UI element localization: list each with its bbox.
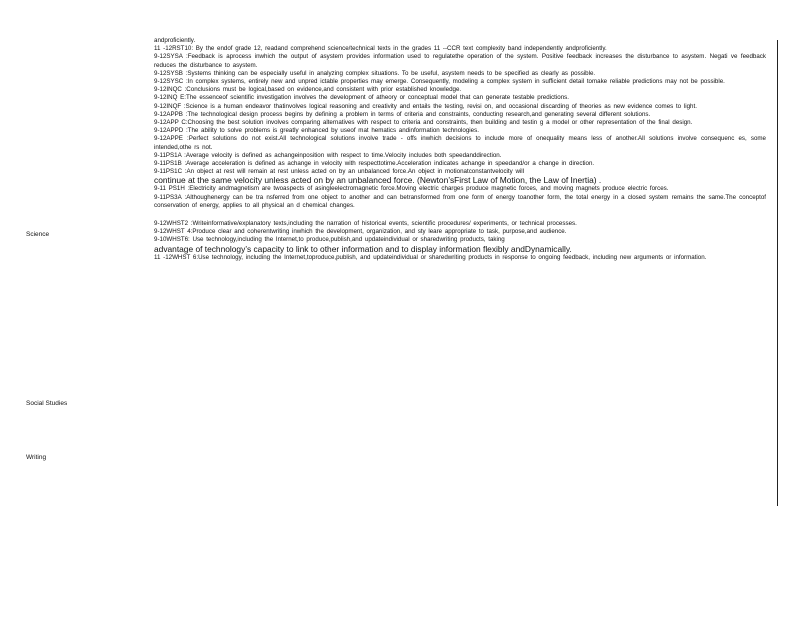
standard-text-large: advantage of technology’s capacity to link to other information and to display information flexibly andDynamically. bbox=[154, 243, 572, 254]
column-divider bbox=[777, 40, 778, 506]
standard-text: 9-12SYSC :In complex systems, entirely new and unpred ictable properties may emerge. Consequently, modeling a complex system in sufficient detail tomake reliable predictions may not be possible. bbox=[154, 78, 725, 86]
standard-text: 9-11PS3A :Althoughenergy can be tra nsferred from one object to another and can betransformed from one form of energy toanother form, the total energy in a closed system remains the same.The conceptof conservation of energy, applies to all physical an d chemical changes. bbox=[154, 193, 766, 209]
standard-text: 9-12APPE :Perfect solutions do not exist.All technological solutions involve trade - offs inwhich decisions to include more of onequality means less of another.All solutions involve consequenc es, some intended,othe rs not. bbox=[154, 135, 766, 151]
standard-text-large: continue at the same velocity unless acted on by an unbalanced force. (Newton’sFirst Law of Motion, the Law of Inertia) . bbox=[154, 175, 602, 186]
standard-text: 9-12SYSA :Feedback is aprocess inwhich the output of asystem provides information used to regulatethe operation of the system. Positive feedback increases the disturbance to asystem. Negati ve feedback reduces the disturbance to asystem. bbox=[154, 53, 766, 69]
standard-text: 9-12WHST2 :Writeinformative/explanatory texts,including the narration of historical events, scientific procedures/ experiments, or technical processes. bbox=[154, 220, 577, 228]
subject-label-social-studies: Social Studies bbox=[26, 400, 68, 407]
standard-text: 9-12INQF :Science is a human endeavor thatinvolves logical reasoning and creativity and entails the testing, revisi on, and occasional discarding of theories as new evidence comes to light. bbox=[154, 102, 697, 110]
standard-text: 9-12APPB :The technological design process begins by defining a problem in terms of criteria and constraints, conducting research,and generating several different solutions. bbox=[154, 110, 651, 118]
subject-label-writing: Writing bbox=[26, 454, 47, 461]
standard-text: 9-11PS1A :Average velocity is defined as achangeinposition with respect to time.Velocity includes both speedanddirection. bbox=[154, 151, 502, 159]
standard-text: 9-12INQC :Conclusions must be logical,based on evidence,and consistent with prior established knowledge. bbox=[154, 86, 462, 94]
standard-text: 9-12APP C:Choosing the best solution involves comparing alternatives with respect to criteria and constraints, then building and testin g a model or other representation of the final design. bbox=[154, 119, 693, 127]
standard-text: 11 -12RST10: By the endof grade 12, readand comprehend science/technical texts in the grades 11 --CCR text complexity band independently andproficiently. bbox=[154, 45, 607, 53]
social-studies-gap bbox=[154, 210, 766, 220]
standard-text: 9-11 PS1H :Electricity andmagnetism are twoaspects of asingleelectromagnetic force.Moving electric charges produce magnetic forces, and moving magnets produce electric forces. bbox=[154, 185, 669, 193]
standard-text: 9-10WHST6: Use technology,including the Internet,to produce,publish,and updateindividual or sharedwriting products, taking bbox=[154, 236, 505, 244]
standards-column bbox=[154, 37, 766, 262]
standard-text: 9-12APPD :The ability to solve problems is greatly enhanced by useof mat hematics andinformation technologies. bbox=[154, 127, 479, 135]
standard-text: 9-11PS1B :Average acceleration is defined as achange in velocity with respecttotime.Acceleration indicates achange in speedand/or a change in direction. bbox=[154, 160, 595, 168]
standard-text: andproficiently. bbox=[154, 37, 196, 44]
subject-label-science: Science bbox=[26, 231, 50, 238]
standard-text: 9-12SYSB :Systems thinking can be especially useful in analyzing complex situations. To be useful, asystem needs to be specified as clearly as possible. bbox=[154, 69, 596, 77]
standard-text: 9-12WHST 4:Produce clear and coherentwriting inwhich the development, organization, and sty leare appropriate to task, purpose,and audience. bbox=[154, 228, 567, 236]
standard-text: 9-12INQ E:The essenceof scientific investigation involves the development of atheory or conceptual model that can generate testable predictions. bbox=[154, 94, 569, 102]
standard-text: 11 -12WHST 6:Use technology, including the Internet,toproduce,publish, and updateindividual or sharedwriting products in response to ongoing feedback, including new arguments or information. bbox=[154, 253, 707, 261]
standard-text: 9-11PS1C :An object at rest will remain at rest unless acted on by an unbalanced force.An object in motionatconstantvelocity will bbox=[154, 168, 525, 176]
